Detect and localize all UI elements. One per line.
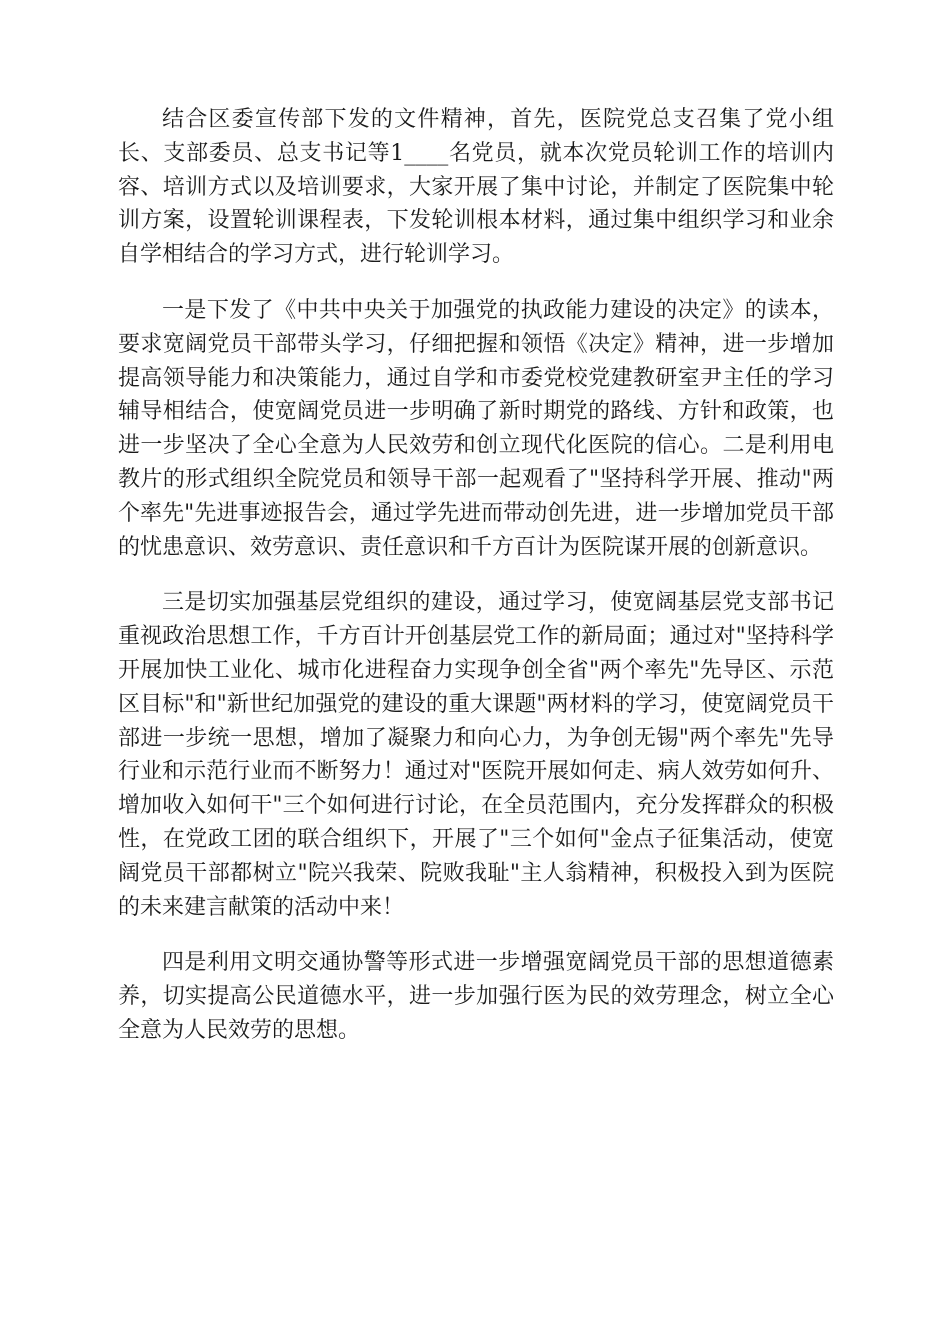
paragraph-4: 四是利用文明交通协警等形式进一步增强宽阔党员干部的思想道德素养，切实提高公民道德水平，进一步加强行医为民的效劳理念，树立全心全意为人民效劳的思想。 (118, 950, 834, 1043)
paragraph-1: 结合区委宣传部下发的文件精神，首先，医院党总支召集了党小组长、支部委员、总支书记等1____名党员，就本次党员轮训工作的培训内容、培训方式以及培训要求，大家开展了集中讨论，并制定了医院集中轮训方案，设置轮训课程表，下发轮训根本材料，通过集中组织学习和业余自学相结合的学习方式，进行轮训学习。 (118, 107, 834, 268)
document-body (118, 103, 834, 1048)
paragraph-3: 三是切实加强基层党组织的建设，通过学习，使宽阔基层党支部书记重视政治思想工作，千方百计开创基层党工作的新局面；通过对"坚持科学开展加快工业化、城市化进程奋力实现争创全省"两个率先"先导区、示范区目标"和"新世纪加强党的建设的重大课题"两材料的学习，使宽阔党员干部进一步统一思想，增加了凝聚力和向心力，为争创无锡"两个率先"先导行业和示范行业而不断努力！通过对"医院开展如何走、病人效劳如何升、增加收入如何干"三个如何进行讨论，在全员范围内，充分发挥群众的积极性，在党政工团的联合组织下，开展了"三个如何"金点子征集活动，使宽阔党员干部都树立"院兴我荣、院败我耻"主人翁精神，积极投入到为医院的未来建言献策的活动中来！ (118, 590, 834, 920)
paragraph-2: 一是下发了《中共中央关于加强党的执政能力建设的决定》的读本，要求宽阔党员干部带头学习，仔细把握和领悟《决定》精神，进一步增加提高领导能力和决策能力，通过自学和市委党校党建教研室尹主任的学习辅导相结合，使宽阔党员进一步明确了新时期党的路线、方针和政策，也进一步坚决了全心全意为人民效劳和创立现代化医院的信心。二是利用电教片的形式组织全院党员和领导干部一起观看了"坚持科学开展、推动"两个率先"先进事迹报告会，通过学先进而带动创先进，进一步增加党员干部的忧患意识、效劳意识、责任意识和千方百计为医院谋开展的创新意识。 (118, 297, 834, 560)
